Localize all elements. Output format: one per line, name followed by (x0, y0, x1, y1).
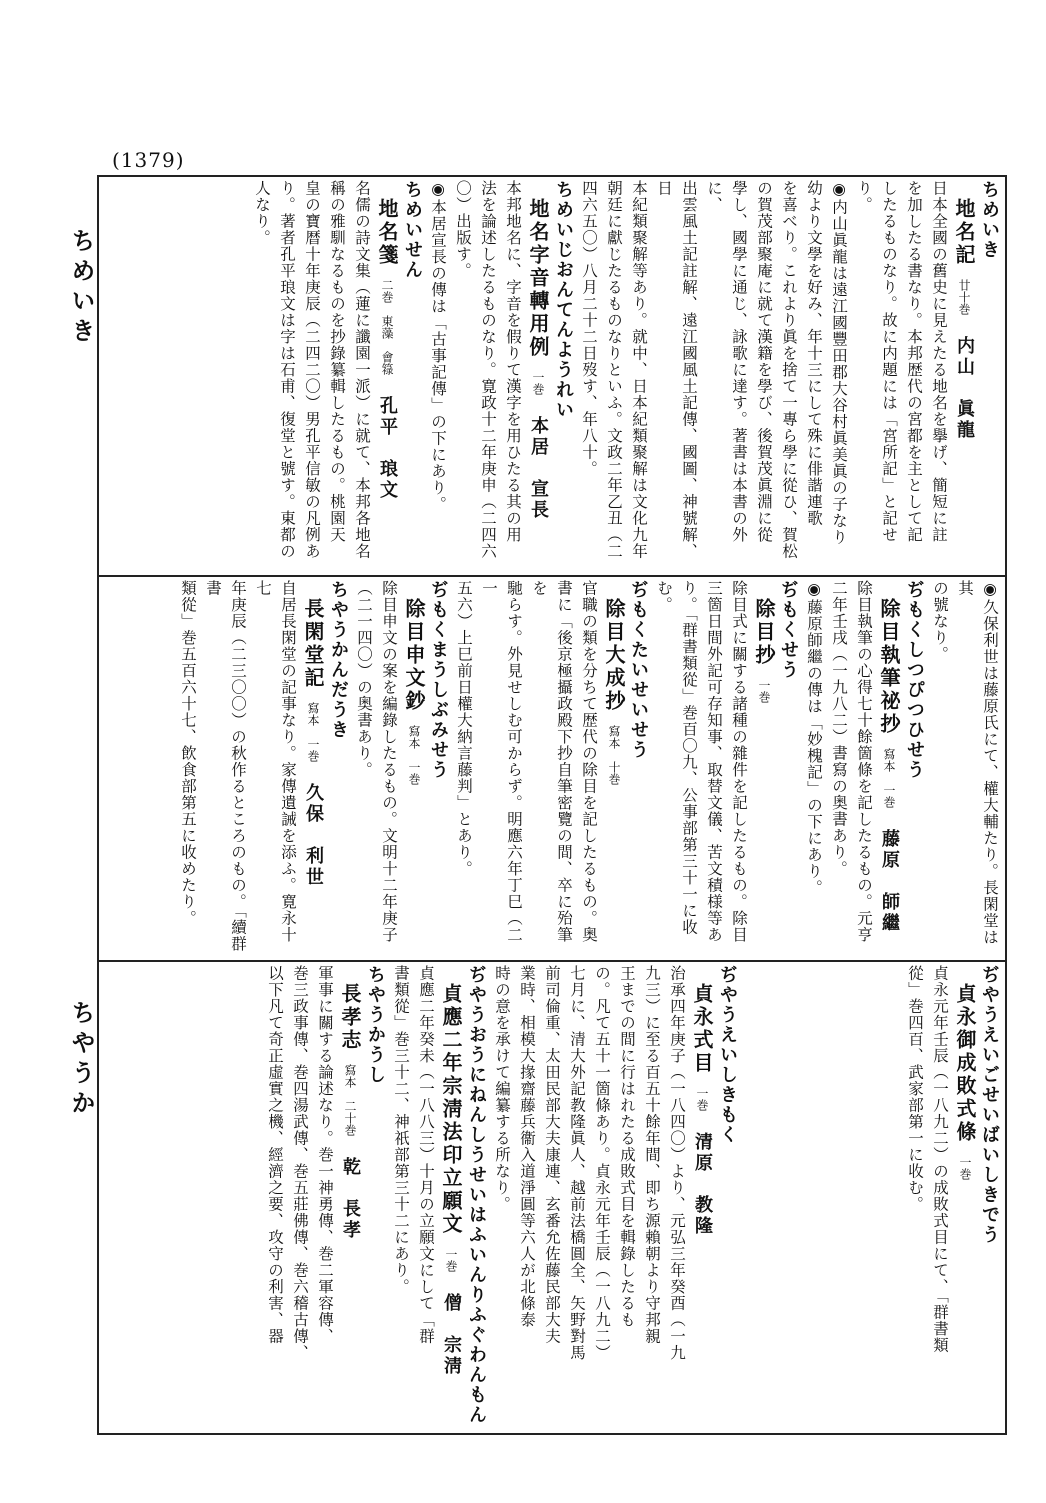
entry-text-line: 〇）出版す。 (454, 180, 472, 279)
entry-text-line: ◉本居宣長の傳は「古事記傳」の下にあり。 (429, 180, 447, 513)
entry-text-line: 本邦地名に、字音を假りて漢字を用ひたる其の用 (504, 180, 522, 543)
entry-reading: ぢやうえいごせいばいしきでう (979, 965, 1000, 1245)
entries-section-bottom (104, 965, 740, 1430)
entry-author: 孔平 琅文 (377, 375, 398, 501)
entry-volumes: 廿十巻 (957, 267, 971, 315)
entry-reading: ぢやうおうにねんしうせいはふいんりふぐわんもん (466, 965, 487, 1425)
entry-reading: ぢもくせう (778, 580, 799, 680)
entry-text-line: を加したる書なり。本邦歴代の宮都を主として記 (905, 180, 923, 543)
entry-author: 藤原 師繼 (879, 808, 900, 934)
entries-section-top (104, 180, 1002, 570)
entry-author: 清原 教隆 (692, 1111, 713, 1237)
entry-text-line: したるものなり。故に内題には「宮所記」と記せり。 (855, 180, 898, 543)
entry-title: 長孝志 (338, 983, 362, 1052)
entry-title-line (300, 580, 326, 955)
entry-volumes: 一巻 (695, 1075, 709, 1111)
entry-text-line: 三箇日間外記可存知事、取替文儀、苦文積様等あ (705, 580, 723, 943)
entry-text-line: 日本全國の舊史に見えたる地名を擧げ、簡短に註 (930, 180, 948, 543)
running-head-top: ちめいき (67, 228, 96, 348)
entry-text-line: 貞永元年壬辰（一八九二）の成敗式目にて、「群書類 (931, 965, 949, 1354)
entry-text-line: 從」巻四百、武家部第一に收む。 (906, 965, 924, 1213)
entry-text-line: 王までの間に行はれたる成敗式目を輯錄したるも (618, 965, 636, 1328)
entry-title-line (876, 580, 902, 955)
entry-text-line: 幼より文學を好み、年十三にして殊に俳諧連歌 (805, 180, 823, 527)
entry-text-line: 自居長閑堂の記事なり。家傳遺誡を添ふ。寛永十七 (254, 580, 297, 943)
entry-text-line: の。凡て五十一箇條あり。貞永元年壬辰（一八九二） (593, 965, 611, 1361)
entry-reading: ちめいじおんてんようれい (553, 180, 574, 420)
entry-title: 地名記 (952, 198, 976, 267)
entry-text-line: 軍事に關する論述なり。巻一神勇傳、巻二軍容傳、 (316, 965, 334, 1345)
entry-reading: ちやうかうし (365, 965, 386, 1085)
entry-text-line: 朝廷に獻じたるものなりといふ。文政二年乙丑（二 (605, 180, 623, 560)
entry-title-line (951, 180, 977, 570)
entry-title-line (438, 965, 464, 1430)
entry-title-line (601, 580, 626, 955)
entry-title-line (525, 180, 551, 570)
entry-title-line (374, 180, 400, 570)
entry-volumes: 一巻 (958, 1144, 972, 1180)
entry-volumes: 一巻 (444, 1236, 458, 1272)
entry-text-line: 出雲風土記註解、遠江國風土記傳、國圖、神號解、日 (655, 180, 698, 560)
entry-text-line: 人なり。 (253, 180, 271, 246)
entry-author: 乾 長孝 (340, 1136, 361, 1241)
entry-text-line: 稱の雅馴なるものを抄錄纂輯したるもの。桃園天 (328, 180, 346, 543)
entry-volumes: 二巻 (380, 267, 394, 303)
entry-text-line: 業時、相模大掾齋藤兵衞入道淨圓等六人が北條泰 (518, 965, 536, 1328)
entry-text-line: 官職の類を分ちて歴代の除目を記したるもの。奥 (580, 580, 598, 943)
entry-title: 除目大成抄 (602, 598, 626, 713)
entry-text-line: 除目申文の案を編錄したるもの。文明十二年庚子 (380, 580, 398, 943)
entry-text-line: り。著者孔平琅文は字は石甫、復堂と號す。東都の (278, 180, 296, 560)
entry-text-line: 書類從」巻三十二、神祇部第三十二にあり。 (392, 965, 410, 1295)
entry-title-line (952, 965, 977, 1430)
entry-text-line: 皇の寶暦十年庚辰（二四二〇）男孔平信敏の凡例あ (303, 180, 321, 560)
entry-author: 内山 眞龍 (954, 315, 975, 441)
entry-text-line: ◉内山眞龍は遠江國豐田郡大谷村眞美眞の子なり (830, 180, 848, 546)
entry-volumes: 一巻 (757, 667, 771, 703)
entry-title: 貞應二年宗淸法印立願文 (439, 983, 463, 1236)
entry-text-line: ◉久保利世は藤原氏にて、權大輔たり。長閑堂は其 (956, 580, 999, 946)
entries-section-middle (104, 580, 1002, 955)
entry-author: 本居 宣長 (528, 395, 549, 521)
entry-reading: ぢもくしつぴつひせう (904, 580, 925, 780)
entry-text-line: （二一四〇）の奥書あり。 (355, 580, 373, 778)
entry-volumes: 寫本 一巻 (407, 713, 421, 785)
entry-volumes: 寫本 一巻 (882, 736, 896, 808)
entry-text-line: 類從」巻五百六十七、飲食部第五に收めたり。 (179, 580, 197, 927)
entry-text-line: 書に「後京極攝政殿下抄自筆密覽の間、卒に殆筆を (530, 580, 573, 943)
entry-reading: ちやうかんだうき (328, 580, 349, 740)
entry-text-line: ◉藤原師繼の傳は「妙槐記」の下にあり。 (805, 580, 823, 896)
entry-volumes: 寫本 二十巻 (343, 1052, 357, 1136)
entry-text-line: 貞應二年癸未（一八八三）十月の立願文にして「群 (417, 965, 435, 1345)
entry-text-line: 名儒の詩文集（蓮に讖園一派）に就て、本邦各地名 (353, 180, 371, 560)
entry-text-line: を喜べり。これより眞を捨て一專ら學に從ひ、賀松 (780, 180, 798, 560)
entry-title: 除目執筆祕抄 (877, 598, 901, 736)
entries-section-bottom-right (740, 965, 1002, 1430)
entry-title-line (337, 965, 363, 1430)
section-divider-lower (99, 960, 1005, 962)
entry-title: 地名箋 (375, 198, 399, 267)
entry-text-line: 五六）上巳前日權大納言藤判」とあり。 (455, 580, 473, 877)
entry-title: 長閑堂記 (301, 598, 325, 690)
entry-title-line (401, 580, 426, 955)
entry-text-line: 馳らす。外見せしむ可からず。明應六年丁巳（二一 (480, 580, 523, 943)
entry-text-line: 年庚辰（二三〇〇）の秋作るところのもの。「續群書 (204, 580, 247, 952)
entry-author: 僧 宗淸 (441, 1272, 462, 1377)
entry-text-line: の賀茂部聚庵に就て漢籍を學び、後賀茂眞淵に從 (755, 180, 773, 543)
entry-title: 除目申文鈔 (402, 598, 426, 713)
running-head-bottom: ちやうか (67, 1000, 96, 1120)
entry-text-line: 二年壬戌（一九八二）書寫の奥書あり。 (830, 580, 848, 877)
entry-title: 除目抄 (752, 598, 776, 667)
entry-reading: ぢやうえいしきもく (717, 965, 738, 1145)
entry-text-line: 法を論述したるものなり。寛政十二年庚申（二四六 (479, 180, 497, 560)
entry-title: 貞永式目 (690, 983, 714, 1075)
entry-author-note: 東藻 會簶 (380, 303, 394, 375)
entry-text-line: 時の意を承けて編纂する所なり。 (493, 965, 511, 1213)
entry-text-line: 除目執筆の心得七十餘箇條を記したるもの。元亨 (855, 580, 873, 943)
entry-title: 地名字音轉用例 (526, 198, 550, 359)
entry-title-line (689, 965, 715, 1430)
entry-text-line: 七月に、清大外記教隆眞人、越前法橋圓全、矢野對馬 (568, 965, 586, 1361)
entry-text-line: 除目式に關する諸種の雜件を記したるもの。除目 (730, 580, 748, 943)
entry-reading: ちめいせん (402, 180, 423, 280)
section-divider-upper (99, 575, 1005, 577)
entry-text-line: り。「群書類從」巻百〇九、公事部第三十一に收む。 (655, 580, 698, 936)
entry-text-line: 九三）に至る百五十餘年間、即ち源賴朝より守邦親 (643, 965, 661, 1345)
entry-author: 久保 利世 (303, 762, 324, 888)
entry-reading: ちめいき (979, 180, 1000, 260)
entry-text-line: 以下凡て奇正虛實之機、經濟之要、攻守の利害、器 (266, 965, 284, 1345)
entry-title-line (751, 580, 776, 955)
entry-text-line: の號なり。 (931, 580, 949, 663)
entry-text-line: 前司倫重、太田民部大夫康連、玄番允佐藤民部大夫 (543, 965, 561, 1345)
entry-volumes: 寫本 一巻 (306, 690, 320, 762)
entry-volumes: 一巻 (531, 359, 545, 395)
entry-reading: ぢもくまうしぶみせう (428, 580, 449, 780)
entry-text-line: 四六五〇）八月二十二日歿す、年八十。 (580, 180, 598, 477)
entry-text-line: 治承四年庚子（一八四〇）より、元弘三年癸酉（一九 (668, 965, 686, 1361)
entry-text-line: 學し、國學に通じ、詠歌に達す。著書は本書の外に、 (705, 180, 748, 543)
entry-text-line: 巻三政事傳、巻四湯武傳、巻五莊佛傳、巻六稽古傳、 (291, 965, 309, 1361)
entry-volumes: 寫本 十巻 (607, 713, 621, 785)
entry-title: 貞永御成敗式條 (953, 983, 977, 1144)
entry-text-line: 本紀類聚解等あり。就中、日本紀類聚解は文化九年 (630, 180, 648, 560)
page-number: (1379) (112, 148, 185, 172)
entry-reading: ぢもくたいせいせう (628, 580, 649, 760)
